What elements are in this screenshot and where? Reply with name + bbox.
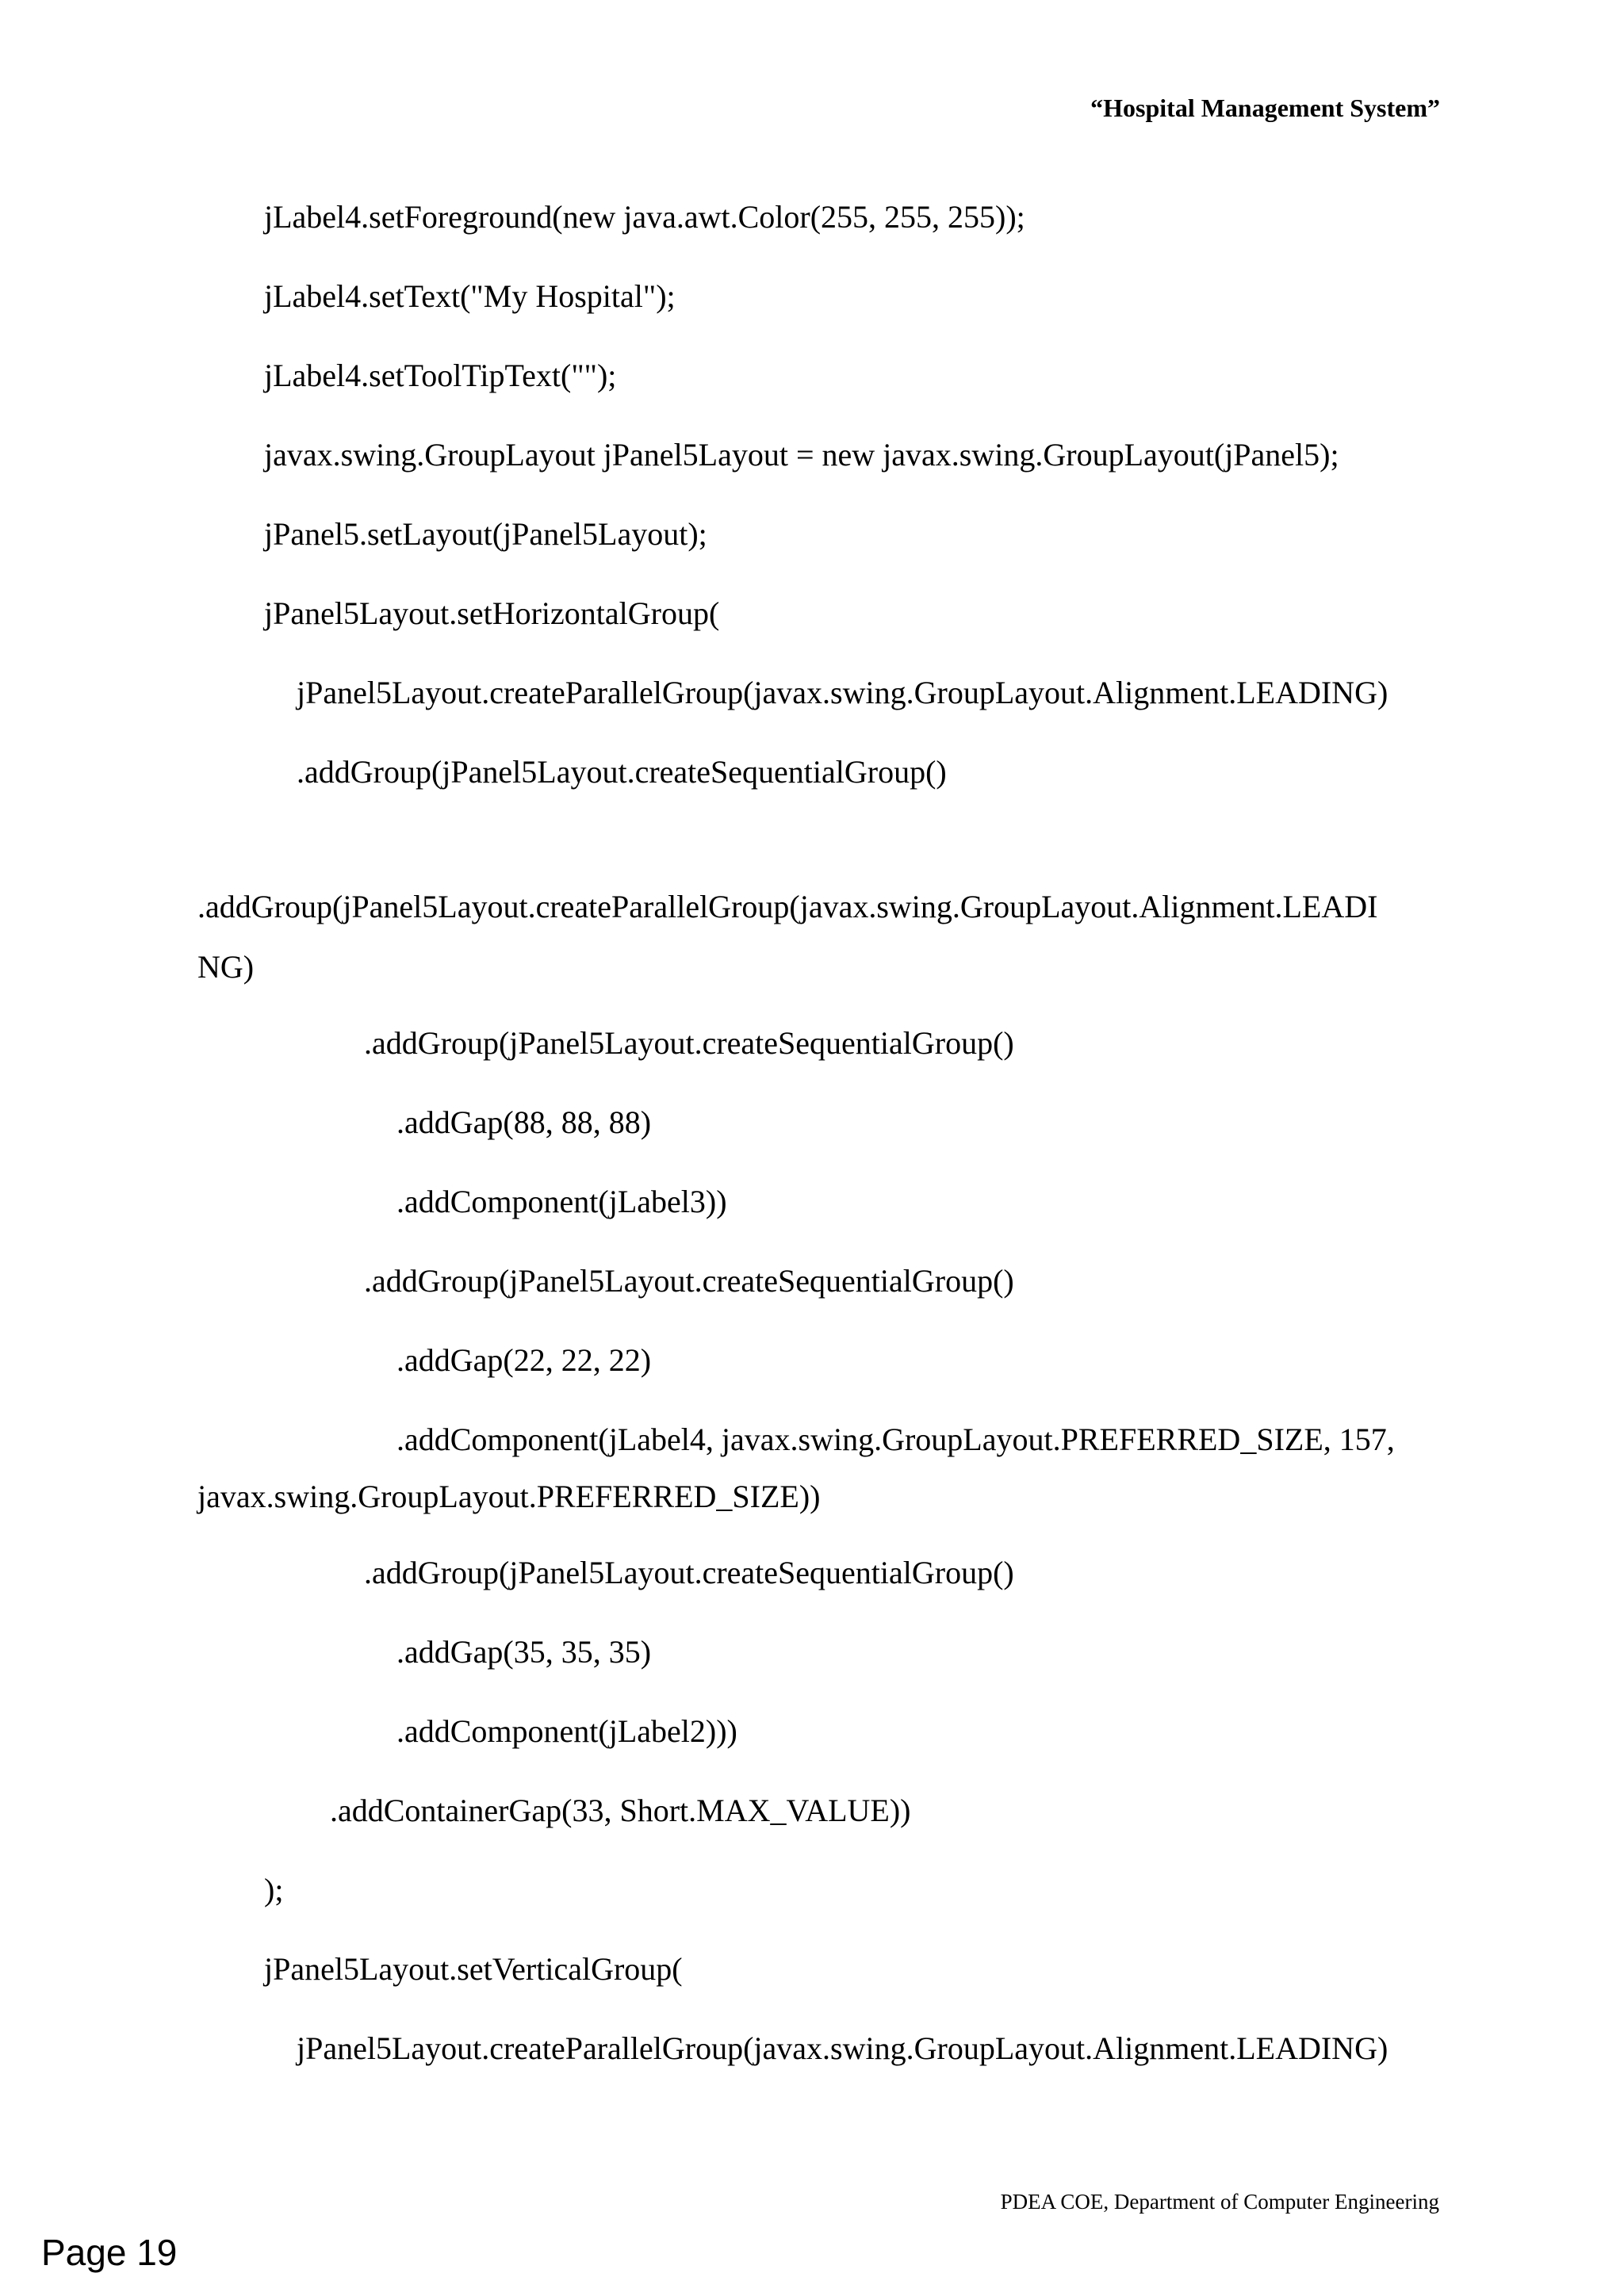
code-line: jPanel5Layout.setVerticalGroup( [264,1951,683,1987]
code-line: .addComponent(jLabel4, javax.swing.GroupLayout.PREFERRED_SIZE, 157, [396,1422,1395,1457]
code-line: javax.swing.GroupLayout.PREFERRED_SIZE)) [197,1479,821,1514]
code-line: NG) [197,949,255,985]
code-line: jPanel5.setLayout(jPanel5Layout); [264,516,707,552]
page-header-title: “Hospital Management System” [1090,94,1440,122]
code-line: .addGap(88, 88, 88) [396,1104,652,1140]
code-line: .addGroup(jPanel5Layout.createSequentialGroup() [364,1025,1014,1061]
code-line: .addGroup(jPanel5Layout.createParallelGroup(javax.swing.GroupLayout.Alignment.LEADI [197,889,1378,924]
code-line: .addGroup(jPanel5Layout.createSequentialGroup() [297,754,947,790]
code-line: jPanel5Layout.setHorizontalGroup( [264,595,720,631]
code-line: jPanel5Layout.createParallelGroup(javax.swing.GroupLayout.Alignment.LEADING) [297,2030,1388,2066]
page-number: Page 19 [41,2232,178,2273]
code-line: jLabel4.setToolTipText(""); [264,358,617,393]
code-line: .addComponent(jLabel2))) [396,1713,737,1749]
code-line: ); [264,1872,284,1908]
code-line: jLabel4.setForeground(new java.awt.Color(255, 255, 255)); [264,199,1025,235]
code-line: .addGroup(jPanel5Layout.createSequentialGroup() [364,1555,1014,1590]
code-line: .addComponent(jLabel3)) [396,1184,727,1219]
footer-department: PDEA COE, Department of Computer Engineering [1000,2190,1439,2214]
code-line: javax.swing.GroupLayout jPanel5Layout = new javax.swing.GroupLayout(jPanel5); [264,437,1339,473]
code-line: jPanel5Layout.createParallelGroup(javax.swing.GroupLayout.Alignment.LEADING) [297,675,1388,710]
code-line: .addContainerGap(33, Short.MAX_VALUE)) [330,1793,911,1828]
code-line: .addGap(22, 22, 22) [396,1342,652,1378]
code-line: jLabel4.setText("My Hospital"); [264,278,676,314]
code-line: .addGroup(jPanel5Layout.createSequentialGroup() [364,1263,1014,1299]
code-line: .addGap(35, 35, 35) [396,1634,652,1670]
